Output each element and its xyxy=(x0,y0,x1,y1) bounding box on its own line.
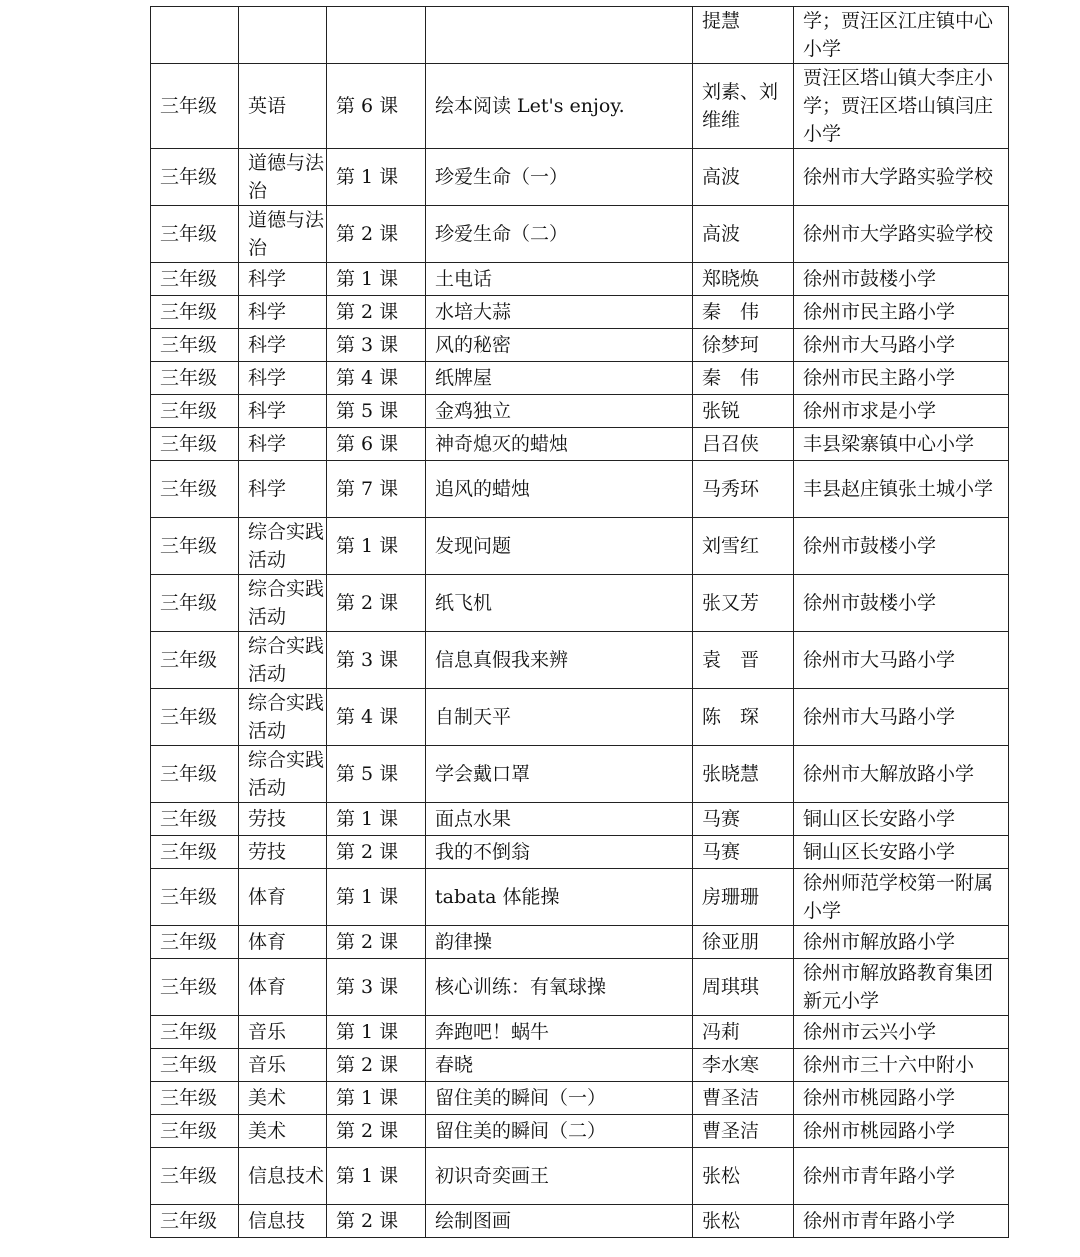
lesson-cell xyxy=(327,7,426,64)
title-cell: 信息真假我来辨 xyxy=(426,632,693,689)
grade-cell: 三年级 xyxy=(151,395,239,428)
title-cell: 纸牌屋 xyxy=(426,362,693,395)
teacher-cell: 马秀环 xyxy=(693,461,794,518)
subject-cell: 体育 xyxy=(239,869,327,926)
teacher-cell: 冯莉 xyxy=(693,1016,794,1049)
table-row xyxy=(151,1115,1009,1148)
table-row xyxy=(151,7,1009,64)
table-row xyxy=(151,869,1009,926)
table-row xyxy=(151,803,1009,836)
title-cell: 土电话 xyxy=(426,263,693,296)
teacher-cell: 刘雪红 xyxy=(693,518,794,575)
school-cell: 徐州市大学路实验学校 xyxy=(794,149,1009,206)
title-cell: 面点水果 xyxy=(426,803,693,836)
grade-cell: 三年级 xyxy=(151,64,239,149)
teacher-cell: 张锐 xyxy=(693,395,794,428)
subject-cell: 科学 xyxy=(239,362,327,395)
lesson-cell: 第 5 课 xyxy=(327,746,426,803)
title-cell xyxy=(426,7,693,64)
lesson-cell: 第 1 课 xyxy=(327,1148,426,1205)
school-cell: 铜山区长安路小学 xyxy=(794,803,1009,836)
teacher-cell: 吕召侠 xyxy=(693,428,794,461)
title-cell: 追风的蜡烛 xyxy=(426,461,693,518)
grade-cell: 三年级 xyxy=(151,362,239,395)
grade-cell: 三年级 xyxy=(151,329,239,362)
grade-cell: 三年级 xyxy=(151,632,239,689)
subject-cell: 信息技 xyxy=(239,1205,327,1238)
subject-cell: 综合实践活动 xyxy=(239,632,327,689)
grade-cell: 三年级 xyxy=(151,428,239,461)
school-cell: 徐州市大马路小学 xyxy=(794,329,1009,362)
school-cell: 贾汪区塔山镇大李庄小学；贾汪区塔山镇闫庄小学 xyxy=(794,64,1009,149)
teacher-cell: 袁 晋 xyxy=(693,632,794,689)
lesson-cell: 第 4 课 xyxy=(327,689,426,746)
lesson-cell: 第 1 课 xyxy=(327,518,426,575)
teacher-cell: 张又芳 xyxy=(693,575,794,632)
school-cell: 徐州市桃园路小学 xyxy=(794,1082,1009,1115)
teacher-cell: 徐梦珂 xyxy=(693,329,794,362)
table-body xyxy=(151,7,1009,1238)
lesson-cell: 第 2 课 xyxy=(327,1115,426,1148)
subject-cell: 英语 xyxy=(239,64,327,149)
title-cell: 珍爱生命（二） xyxy=(426,206,693,263)
lesson-cell: 第 2 课 xyxy=(327,575,426,632)
school-cell: 徐州市大解放路小学 xyxy=(794,746,1009,803)
school-cell: 徐州市青年路小学 xyxy=(794,1148,1009,1205)
grade-cell: 三年级 xyxy=(151,959,239,1016)
teacher-cell: 曹圣洁 xyxy=(693,1115,794,1148)
lesson-cell: 第 2 课 xyxy=(327,1205,426,1238)
lesson-cell: 第 1 课 xyxy=(327,1016,426,1049)
school-cell: 徐州市鼓楼小学 xyxy=(794,518,1009,575)
table-row xyxy=(151,836,1009,869)
lesson-cell: 第 4 课 xyxy=(327,362,426,395)
table-row xyxy=(151,362,1009,395)
title-cell: 神奇熄灭的蜡烛 xyxy=(426,428,693,461)
teacher-cell: 周琪琪 xyxy=(693,959,794,1016)
grade-cell: 三年级 xyxy=(151,206,239,263)
teacher-cell: 秦 伟 xyxy=(693,362,794,395)
title-cell: 发现问题 xyxy=(426,518,693,575)
table-row xyxy=(151,296,1009,329)
teacher-cell: 马赛 xyxy=(693,803,794,836)
grade-cell: 三年级 xyxy=(151,689,239,746)
title-cell: 绘制图画 xyxy=(426,1205,693,1238)
subject-cell: 劳技 xyxy=(239,836,327,869)
grade-cell: 三年级 xyxy=(151,746,239,803)
lesson-cell: 第 7 课 xyxy=(327,461,426,518)
subject-cell: 科学 xyxy=(239,395,327,428)
subject-cell: 综合实践活动 xyxy=(239,575,327,632)
subject-cell: 科学 xyxy=(239,296,327,329)
school-cell: 丰县赵庄镇张土城小学 xyxy=(794,461,1009,518)
title-cell: 核心训练：有氧球操 xyxy=(426,959,693,1016)
teacher-cell: 张松 xyxy=(693,1148,794,1205)
lesson-cell: 第 2 课 xyxy=(327,296,426,329)
table-row xyxy=(151,575,1009,632)
lesson-cell: 第 3 课 xyxy=(327,329,426,362)
subject-cell: 美术 xyxy=(239,1082,327,1115)
grade-cell: 三年级 xyxy=(151,575,239,632)
teacher-cell: 高波 xyxy=(693,149,794,206)
subject-cell: 道德与法治 xyxy=(239,206,327,263)
title-cell: 自制天平 xyxy=(426,689,693,746)
title-cell: 韵律操 xyxy=(426,926,693,959)
grade-cell: 三年级 xyxy=(151,461,239,518)
subject-cell: 综合实践活动 xyxy=(239,518,327,575)
table-row xyxy=(151,1016,1009,1049)
teacher-cell: 高波 xyxy=(693,206,794,263)
grade-cell: 三年级 xyxy=(151,869,239,926)
grade-cell: 三年级 xyxy=(151,1016,239,1049)
lesson-cell: 第 2 课 xyxy=(327,206,426,263)
grade-cell: 三年级 xyxy=(151,1205,239,1238)
grade-cell: 三年级 xyxy=(151,518,239,575)
teacher-cell: 马赛 xyxy=(693,836,794,869)
school-cell: 铜山区长安路小学 xyxy=(794,836,1009,869)
grade-cell: 三年级 xyxy=(151,263,239,296)
title-cell: 纸飞机 xyxy=(426,575,693,632)
table-row xyxy=(151,149,1009,206)
subject-cell: 科学 xyxy=(239,428,327,461)
table-row xyxy=(151,1205,1009,1238)
teacher-cell: 刘素、刘维维 xyxy=(693,64,794,149)
school-cell: 徐州市大马路小学 xyxy=(794,632,1009,689)
subject-cell: 道德与法治 xyxy=(239,149,327,206)
teacher-cell: 张松 xyxy=(693,1205,794,1238)
table-row xyxy=(151,1148,1009,1205)
title-cell: 初识奇奕画王 xyxy=(426,1148,693,1205)
school-cell: 徐州市大学路实验学校 xyxy=(794,206,1009,263)
school-cell: 徐州市民主路小学 xyxy=(794,296,1009,329)
title-cell: 绘本阅读 Let's enjoy. xyxy=(426,64,693,149)
grade-cell: 三年级 xyxy=(151,803,239,836)
lesson-cell: 第 2 课 xyxy=(327,836,426,869)
lesson-cell: 第 2 课 xyxy=(327,926,426,959)
school-cell: 学；贾汪区江庄镇中心小学 xyxy=(794,7,1009,64)
table-row xyxy=(151,206,1009,263)
subject-cell: 音乐 xyxy=(239,1049,327,1082)
school-cell: 徐州市青年路小学 xyxy=(794,1205,1009,1238)
grade-cell: 三年级 xyxy=(151,1049,239,1082)
table-row xyxy=(151,1049,1009,1082)
school-cell: 徐州市民主路小学 xyxy=(794,362,1009,395)
grade-cell: 三年级 xyxy=(151,1115,239,1148)
subject-cell: 音乐 xyxy=(239,1016,327,1049)
subject-cell xyxy=(239,7,327,64)
grade-cell: 三年级 xyxy=(151,1082,239,1115)
subject-cell: 信息技术 xyxy=(239,1148,327,1205)
title-cell: 留住美的瞬间（二） xyxy=(426,1115,693,1148)
school-cell: 徐州市桃园路小学 xyxy=(794,1115,1009,1148)
lesson-cell: 第 3 课 xyxy=(327,959,426,1016)
title-cell: 风的秘密 xyxy=(426,329,693,362)
title-cell: 水培大蒜 xyxy=(426,296,693,329)
school-cell: 徐州市鼓楼小学 xyxy=(794,575,1009,632)
school-cell: 徐州市云兴小学 xyxy=(794,1016,1009,1049)
lesson-cell: 第 1 课 xyxy=(327,149,426,206)
title-cell: tabata 体能操 xyxy=(426,869,693,926)
subject-cell: 体育 xyxy=(239,926,327,959)
grade-cell: 三年级 xyxy=(151,149,239,206)
table-row xyxy=(151,395,1009,428)
teacher-cell: 张晓慧 xyxy=(693,746,794,803)
subject-cell: 美术 xyxy=(239,1115,327,1148)
title-cell: 春晓 xyxy=(426,1049,693,1082)
subject-cell: 科学 xyxy=(239,263,327,296)
subject-cell: 综合实践活动 xyxy=(239,689,327,746)
school-cell: 徐州市解放路小学 xyxy=(794,926,1009,959)
teacher-cell: 郑晓焕 xyxy=(693,263,794,296)
table-row xyxy=(151,746,1009,803)
subject-cell: 体育 xyxy=(239,959,327,1016)
teacher-cell: 提慧 xyxy=(693,7,794,64)
lesson-cell: 第 1 课 xyxy=(327,263,426,296)
subject-cell: 科学 xyxy=(239,329,327,362)
school-cell: 徐州市大马路小学 xyxy=(794,689,1009,746)
lesson-cell: 第 5 课 xyxy=(327,395,426,428)
table-row xyxy=(151,329,1009,362)
table-row xyxy=(151,263,1009,296)
grade-cell: 三年级 xyxy=(151,296,239,329)
lesson-cell: 第 2 课 xyxy=(327,1049,426,1082)
table-row xyxy=(151,632,1009,689)
school-cell: 徐州师范学校第一附属小学 xyxy=(794,869,1009,926)
teacher-cell: 徐亚朋 xyxy=(693,926,794,959)
lesson-cell: 第 6 课 xyxy=(327,64,426,149)
grade-cell: 三年级 xyxy=(151,1148,239,1205)
school-cell: 徐州市鼓楼小学 xyxy=(794,263,1009,296)
table-row xyxy=(151,959,1009,1016)
lesson-cell: 第 6 课 xyxy=(327,428,426,461)
lesson-cell: 第 1 课 xyxy=(327,869,426,926)
subject-cell: 科学 xyxy=(239,461,327,518)
title-cell: 留住美的瞬间（一） xyxy=(426,1082,693,1115)
table-row xyxy=(151,64,1009,149)
school-cell: 徐州市求是小学 xyxy=(794,395,1009,428)
teacher-cell: 秦 伟 xyxy=(693,296,794,329)
course-schedule-table xyxy=(150,6,1009,1238)
table-row xyxy=(151,689,1009,746)
teacher-cell: 李水寒 xyxy=(693,1049,794,1082)
table-row xyxy=(151,428,1009,461)
table-row xyxy=(151,926,1009,959)
teacher-cell: 房珊珊 xyxy=(693,869,794,926)
title-cell: 奔跑吧！蜗牛 xyxy=(426,1016,693,1049)
table-row xyxy=(151,518,1009,575)
lesson-cell: 第 1 课 xyxy=(327,803,426,836)
teacher-cell: 陈 琛 xyxy=(693,689,794,746)
grade-cell: 三年级 xyxy=(151,836,239,869)
grade-cell: 三年级 xyxy=(151,926,239,959)
teacher-cell: 曹圣洁 xyxy=(693,1082,794,1115)
lesson-cell: 第 3 课 xyxy=(327,632,426,689)
school-cell: 丰县梁寨镇中心小学 xyxy=(794,428,1009,461)
table-row xyxy=(151,1082,1009,1115)
title-cell: 珍爱生命（一） xyxy=(426,149,693,206)
school-cell: 徐州市解放路教育集团新元小学 xyxy=(794,959,1009,1016)
title-cell: 金鸡独立 xyxy=(426,395,693,428)
subject-cell: 综合实践活动 xyxy=(239,746,327,803)
title-cell: 学会戴口罩 xyxy=(426,746,693,803)
grade-cell xyxy=(151,7,239,64)
table-row xyxy=(151,461,1009,518)
title-cell: 我的不倒翁 xyxy=(426,836,693,869)
lesson-cell: 第 1 课 xyxy=(327,1082,426,1115)
school-cell: 徐州市三十六中附小 xyxy=(794,1049,1009,1082)
subject-cell: 劳技 xyxy=(239,803,327,836)
